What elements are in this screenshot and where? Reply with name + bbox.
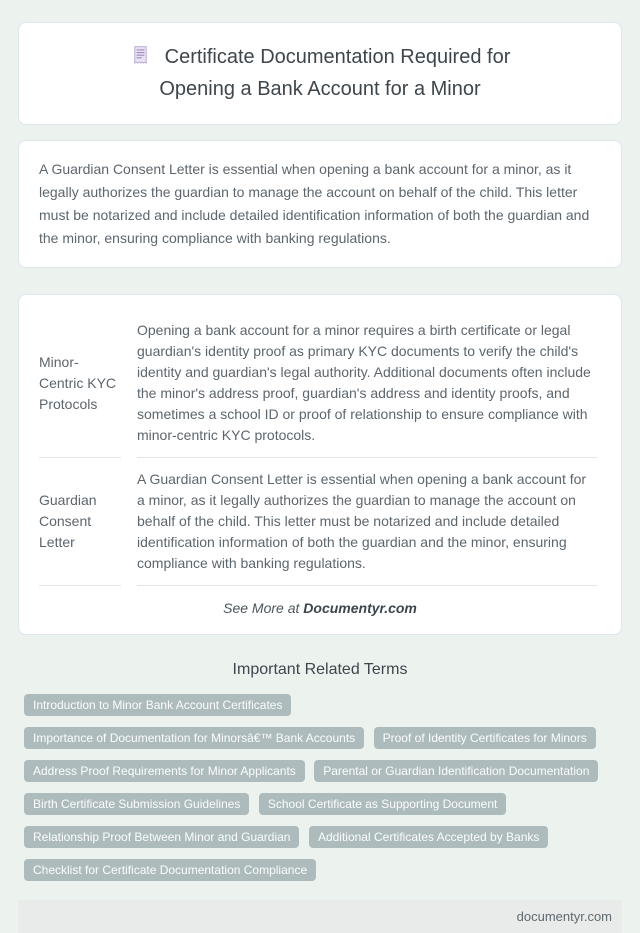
details-card: [18, 294, 622, 635]
footer-site-link[interactable]: documentyr.com: [516, 909, 612, 924]
term-cell: Guardian Consent Letter: [39, 458, 121, 586]
related-term-tag[interactable]: Relationship Proof Between Minor and Guardian: [24, 826, 299, 848]
page-title: [95, 43, 545, 104]
related-term-tag[interactable]: Address Proof Requirements for Minor Applicants: [24, 760, 305, 782]
summary-card: [18, 140, 622, 268]
table-row: [39, 309, 601, 458]
summary-text: A Guardian Consent Letter is essential when opening a bank account for a minor, as it legally authorizes the guardian to manage the account on behalf of the child. This letter must be notarized and include detailed identification information of both the guardian and the minor, ensuring compliance with banking regulations.: [39, 161, 590, 246]
see-more-prefix: See More at: [223, 600, 300, 616]
title-card: [18, 22, 622, 125]
related-term-tag[interactable]: School Certificate as Supporting Document: [259, 793, 506, 815]
see-more-site-link[interactable]: Documentyr.com: [303, 600, 417, 616]
related-term-tag[interactable]: Additional Certificates Accepted by Banks: [309, 826, 548, 848]
page: [0, 22, 640, 933]
see-more-line: [39, 600, 601, 616]
related-term-tag[interactable]: Checklist for Certificate Documentation Compliance: [24, 859, 316, 881]
description-cell: Opening a bank account for a minor requires a birth certificate or legal guardian's identity proof as primary KYC documents to verify the child's identity and guardian's legal authority. Additional documents often include the minor's address proof, guardian's address and identity proofs, and sometimes a school ID or proof of relationship to ensure compliance with minor-centric KYC protocols.: [137, 309, 597, 458]
related-term-tag[interactable]: Proof of Identity Certificates for Minors: [374, 727, 596, 749]
page-title-text: Certificate Documentation Required for Opening a Bank Account for a Minor: [159, 46, 511, 100]
related-terms-heading: Important Related Terms: [232, 661, 408, 678]
receipt-icon: [130, 44, 151, 75]
footer-bar: [18, 900, 622, 933]
related-term-tag[interactable]: Birth Certificate Submission Guidelines: [24, 793, 249, 815]
related-term-tag[interactable]: Parental or Guardian Identification Documentation: [314, 760, 598, 782]
related-term-tag[interactable]: Importance of Documentation for Minorsâ€™ Bank Accounts: [24, 727, 364, 749]
related-terms-list: [0, 694, 640, 892]
related-term-tag[interactable]: Introduction to Minor Bank Account Certificates: [24, 694, 291, 716]
term-cell: Minor-Centric KYC Protocols: [39, 309, 121, 458]
description-cell: A Guardian Consent Letter is essential when opening a bank account for a minor, as it legally authorizes the guardian to manage the account on behalf of the child. This letter must be notarized and include detailed identification information of both the guardian and the minor, ensuring compliance with banking regulations.: [137, 458, 597, 586]
table-row: [39, 458, 601, 586]
